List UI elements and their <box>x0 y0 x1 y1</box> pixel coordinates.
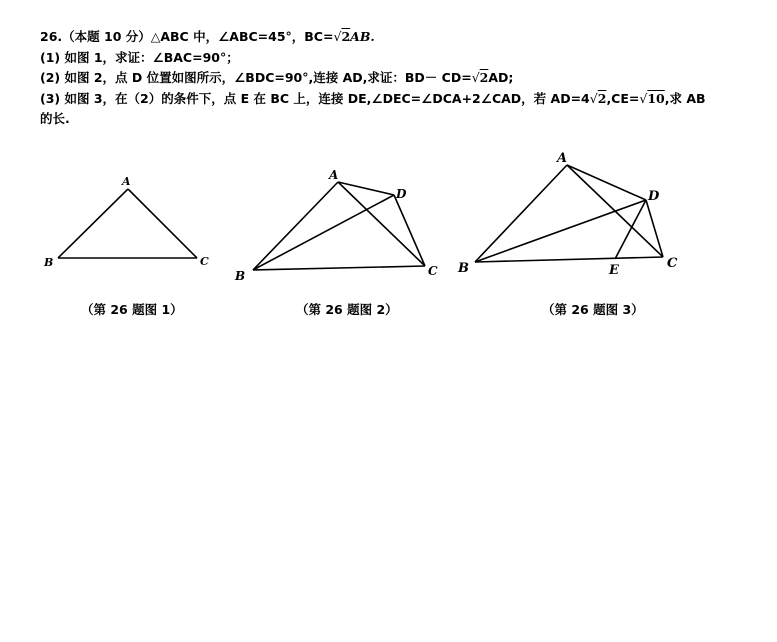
header-tail: AB. <box>350 29 375 44</box>
label-b: B <box>235 269 246 283</box>
label-c: C <box>200 255 209 268</box>
segment-ad <box>567 165 646 200</box>
radical-sign: √ <box>471 70 480 85</box>
figure-1-caption: （第 26 题图 1） <box>81 302 183 317</box>
label-c: C <box>667 256 678 271</box>
label-a: A <box>329 168 339 182</box>
figure-2-caption: （第 26 题图 2） <box>296 302 398 317</box>
segment-ac <box>128 189 197 258</box>
figure-2 <box>234 168 438 283</box>
segment-ac <box>338 182 425 266</box>
part3-mid: ,CE= <box>606 90 640 106</box>
segment-ab <box>253 182 338 270</box>
segment-bd <box>253 195 394 270</box>
problem-part-3-continued: 的长. <box>40 111 70 126</box>
segment-bd <box>475 200 646 262</box>
segment-ab <box>475 165 567 262</box>
label-b: B <box>458 261 469 276</box>
part2-tail: AD; <box>488 70 514 85</box>
segment-bc <box>253 266 425 270</box>
part3-radicand-2: 10 <box>647 90 665 106</box>
part2-text: (2) 如图 2，点 D 位置如图所示，∠BDC=90°,连接 AD,求证：BD－ CD= <box>40 70 472 85</box>
label-e: E <box>609 263 619 278</box>
part3-text: (3) 如图 3，在（2）的条件下，点 E 在 BC 上，连接 DE,∠DEC=∠DCA+2∠CAD，若 AD=4 <box>40 90 590 106</box>
segment-ad <box>338 182 394 195</box>
figure-1 <box>43 175 209 269</box>
part3-tail: ,求 AB <box>664 90 706 106</box>
segment-bc <box>475 257 663 262</box>
label-a: A <box>122 175 131 188</box>
label-a: A <box>557 151 568 166</box>
header-radicand: 2 <box>341 29 351 44</box>
label-c: C <box>428 264 438 278</box>
label-b: B <box>44 256 54 269</box>
radical-sign: √ <box>639 90 648 106</box>
radical-sign: √ <box>589 90 598 106</box>
header-text: 26.（本题 10 分）△ABC 中，∠ABC=45°，BC= <box>40 29 334 44</box>
radical-sign: √ <box>333 29 342 44</box>
segment-ab <box>58 189 128 258</box>
figure-3-caption: （第 26 题图 3） <box>542 302 644 317</box>
problem-part-1: (1) 如图 1，求证：∠BAC=90°； <box>40 49 239 65</box>
label-d: D <box>396 187 407 201</box>
segment-dc <box>394 195 425 266</box>
part3-radicand-1: 2 <box>597 90 607 106</box>
part2-radicand: 2 <box>479 70 489 85</box>
figure-3 <box>457 151 678 278</box>
label-d: D <box>648 189 660 204</box>
